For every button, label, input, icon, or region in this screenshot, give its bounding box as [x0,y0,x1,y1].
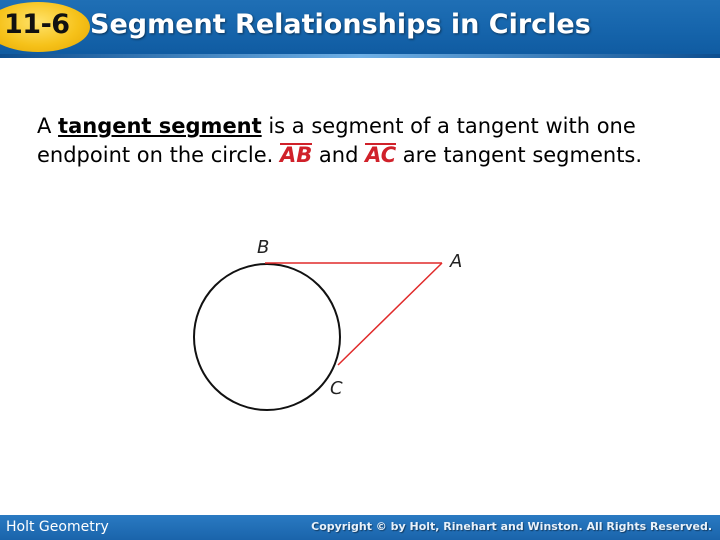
slide-footer [0,515,720,540]
tangent-segment-ac [338,263,442,365]
text-and: and [312,143,366,167]
segment-ac: AC [365,141,396,170]
footer-course-name: Holt Geometry [6,519,109,535]
text-middle: is a segment of a tangent with one endpoint on the circle. [37,114,636,167]
footer-copyright: Copyright © by Holt, Rinehart and Winston. All Rights Reserved. [311,520,712,533]
text-after: are tangent segments. [396,143,643,167]
point-c-label: C [330,378,343,399]
slide-header [0,0,720,58]
point-a-label: A [450,251,463,272]
text-before: A [37,114,59,138]
lesson-number: 11-6 [4,9,70,40]
circle [194,264,340,410]
segment-ab: AB [280,141,312,170]
point-b-label: B [257,237,270,258]
slide-title: Segment Relationships in Circles [90,9,591,40]
vocabulary-term: tangent segment [58,114,262,138]
definition-paragraph [37,112,677,170]
tangent-diagram [180,225,500,425]
